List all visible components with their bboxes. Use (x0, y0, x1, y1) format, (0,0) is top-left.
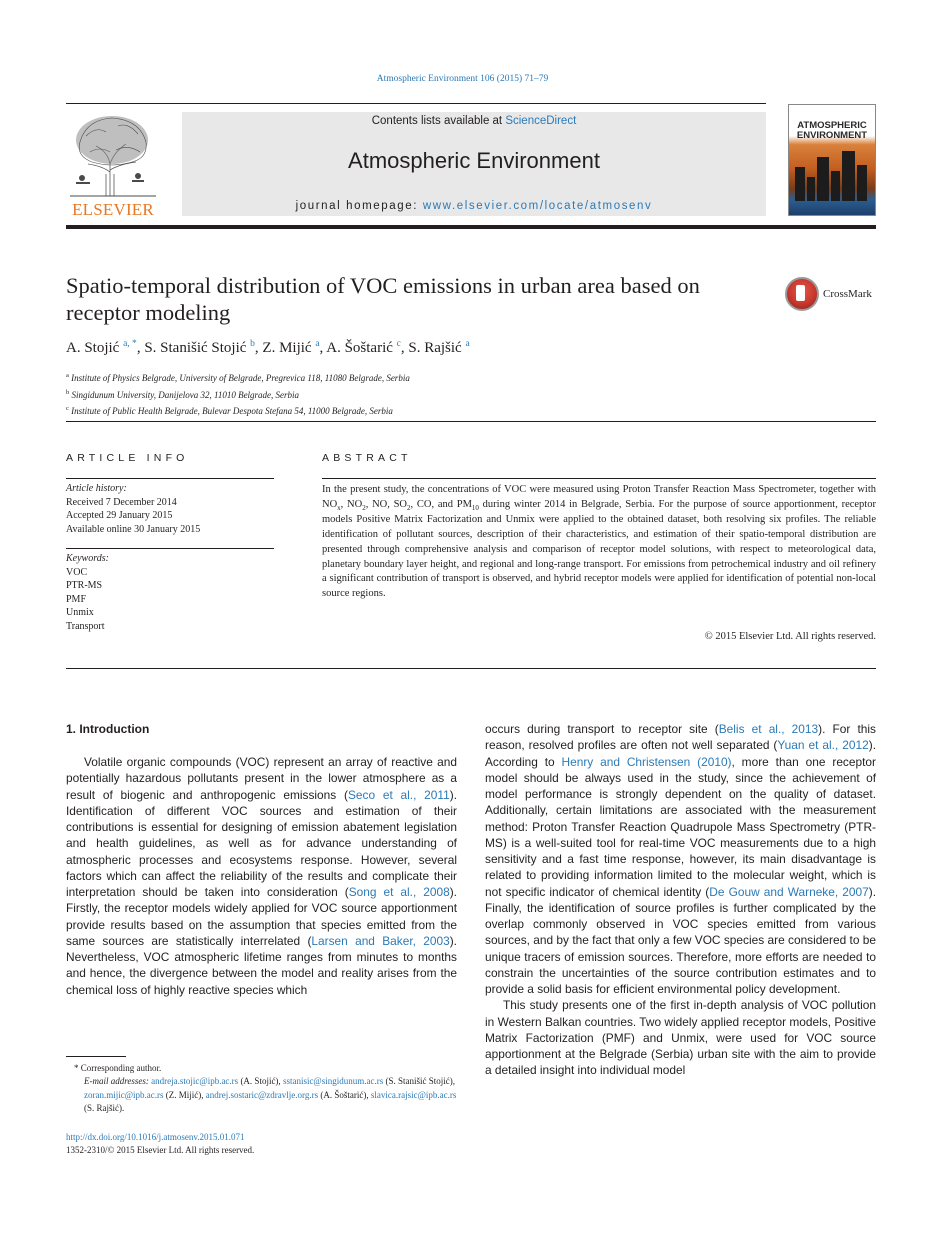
keyword-item: VOC (66, 566, 88, 578)
journal-reference[interactable]: Atmospheric Environment 106 (2015) 71–79 (376, 74, 549, 84)
author-affil-sup[interactable]: a (315, 339, 320, 349)
abstract-fragment: during winter 2014 in Belgrade, Serbia. For the purpose of source apportionment, receptor models Positive Matrix Factorization and Unmix were applied to the obtained dataset, both resolving six profiles. The reliable identification of pollutant sources, description of their characteristics, and estimation of their spatio-temporal distribution are presented through comprehensive analysis and comparison of receptor model solutions, with respect to meteorological data, planetary boundary layer height, and regional and long-range transport. For emissions from petrochemical industry and oil refinery a significant contribution of transport is observed, and hybrid receptor models were applied for identification of potential non-local source regions. (322, 498, 876, 600)
article-info-heading: ARTICLE INFO (66, 452, 189, 464)
elsevier-logo (66, 112, 160, 218)
author-name[interactable]: Z. Mijić (262, 340, 312, 356)
abstract-heading: ABSTRACT (322, 452, 412, 464)
affiliations (66, 369, 766, 419)
journal-name: Atmospheric Environment (348, 148, 600, 173)
email-owner: (A. Stojić), (238, 1076, 283, 1087)
abstract-text (322, 483, 876, 602)
header-thick-rule (66, 225, 876, 229)
abstract-bottom-rule (66, 668, 876, 669)
citation-link[interactable]: Henry and Christensen (2010) (561, 754, 732, 769)
citation-link[interactable]: Song et al., 2008 (348, 885, 450, 899)
affiliation-item (66, 402, 766, 419)
affiliation-sup: c (66, 405, 69, 412)
keyword-item: Transport (66, 620, 105, 632)
footnote-marker: * (74, 1063, 79, 1073)
history-label: Article history: (66, 483, 127, 494)
homepage-prefix: journal homepage: (295, 200, 423, 212)
body-text: , more than one receptor model should be always used in the study, since the achievement of model performance is strongly dependent on the quality of dataset. Additionally, certain limitations are associated with the measurement method: Proton Transfer Reaction Quadrupole Mass Spectrometry (PTR-MS) is a well-suited tool for real-time VOC measurements due to a high sensitivity and a fast time response, however, its main disadvantage is related to providing information limited to the molecular weight, which is not specific indicator of chemical identity ( (485, 754, 876, 899)
email-owner: (A. Šoštarić), (318, 1089, 371, 1100)
article-info-rule (66, 478, 274, 479)
author-name[interactable]: A. Stojić (66, 340, 120, 356)
affiliation-sup: b (66, 388, 70, 396)
body-paragraph (485, 721, 876, 997)
abstract-subscript: x (337, 504, 341, 512)
body-paragraph: This study presents one of the first in-depth analysis of VOC pollution in Western Balkan countries. Two widely applied receptor models, Positive Matrix Factorization (PMF) and Unmix, were used for VOC source apportionment at the Belgrade (Serbia) urban site with the aim to provide a detailed insight into individual model (485, 998, 876, 1078)
body-text: ). Firstly, the receptor models widely applied for VOC source apportionment provide results based on the assumption that species emitted from the same sources are statistically interrelated ( (66, 885, 457, 948)
email-owner: (Z. Mijić), (163, 1089, 206, 1100)
affiliation-text: Singidunum University, Danijelova 32, 11010 Belgrade, Serbia (71, 389, 300, 400)
keywords (66, 552, 274, 633)
email-line (66, 1075, 457, 1115)
email-owner: (S. Rajšić). (84, 1103, 125, 1114)
elsevier-wordmark: ELSEVIER (72, 200, 154, 219)
cover-building (817, 157, 829, 201)
history-item: Received 7 December 2014 (66, 496, 177, 508)
email-label: E-mail addresses: (84, 1076, 152, 1087)
abstract-copyright: © 2015 Elsevier Ltd. All rights reserved. (704, 631, 876, 642)
footnote-text: Corresponding author. (80, 1063, 162, 1073)
footnote-rule (66, 1056, 126, 1057)
body-text: Volatile organic compounds (VOC) represent an array of reactive and potentially hazardous pollutants present in the lower atmosphere as a result of biogenic and anthropogenic emissions ( (66, 755, 457, 802)
abstract-rule (322, 478, 876, 479)
abstract-fragment: , NO, SO (365, 498, 408, 510)
sciencedirect-link[interactable]: ScienceDirect (505, 115, 577, 127)
affiliation-sup: a (66, 372, 69, 379)
journal-cover[interactable] (788, 104, 876, 216)
crossmark-label: CrossMark (823, 288, 872, 300)
author-name[interactable]: S. Stanišić Stojić (144, 340, 247, 356)
history-item: Available online 30 January 2015 (66, 523, 201, 535)
email-link[interactable]: zoran.mijic@ipb.ac.rs (84, 1089, 164, 1100)
body-paragraph (66, 754, 457, 998)
cover-building (842, 151, 855, 201)
citation-link[interactable]: Belis et al., 2013 (718, 722, 819, 736)
abstract-fragment: , CO, and PM (410, 498, 472, 510)
abstract-fragment: In the present study, the concentrations of VOC were measured using Proton Transfer Reaction Mass Spectrometer, together with NO (322, 484, 876, 510)
cover-title-line-1: ATMOSPHERIC (797, 120, 867, 131)
body-column-right (485, 721, 876, 1079)
keywords-label: Keywords: (66, 553, 109, 564)
abstract-subscript: 10 (471, 504, 479, 512)
article-history (66, 482, 274, 536)
affiliation-item (66, 386, 766, 403)
issn-line: 1352-2310/© 2015 Elsevier Ltd. All rights reserved. (66, 1145, 255, 1155)
email-owner: (S. Stanišić Stojić), (383, 1076, 455, 1087)
doi-link[interactable]: http://dx.doi.org/10.1016/j.atmosenv.2015.01.071 (66, 1132, 245, 1142)
homepage-link[interactable]: www.elsevier.com/locate/atmosenv (422, 200, 653, 212)
crossmark-bookmark-icon (796, 285, 805, 301)
email-link[interactable]: slavica.rajsic@ipb.ac.rs (370, 1089, 457, 1100)
body-text: occurs during transport to receptor site ( (485, 722, 719, 736)
citation-link[interactable]: De Gouw and Warneke, 2007 (709, 884, 869, 899)
keyword-item: PMF (66, 593, 87, 605)
author-name[interactable]: A. Šoštarić (326, 340, 393, 356)
affiliation-item (66, 369, 766, 386)
affiliation-text: Institute of Physics Belgrade, University of Belgrade, Pregrevica 118, 11080 Belgrade, Serbia (71, 373, 410, 383)
keyword-item: PTR-MS (66, 580, 103, 591)
email-link[interactable]: andrej.sostaric@zdravlje.org.rs (205, 1089, 319, 1100)
section-rule (66, 421, 876, 422)
tree-icon (66, 112, 160, 198)
keyword-item: Unmix (66, 607, 94, 618)
abstract-subscript: 2 (407, 504, 411, 512)
contents-prefix: Contents lists available at (371, 115, 506, 127)
cover-building (831, 171, 840, 201)
corresponding-author-note (66, 1062, 457, 1075)
email-link[interactable]: sstanisic@singidunum.ac.rs (282, 1076, 384, 1087)
cover-building (807, 177, 815, 201)
citation-link[interactable]: Seco et al., 2011 (347, 787, 450, 802)
body-text: ). Finally, the identification of source profiles is further complicated by the overlap commonly observed in VOC species emitted from various sources, and by the fact that only a few VOC species are considered to be unique tracers of emission sources. Therefore, more efforts are needed to constrain the uncertainties of the source contribution estimates and to provide a solid basis for efficient environmental policy development. (485, 884, 876, 996)
journal-banner (182, 112, 766, 216)
email-link[interactable]: andreja.stojic@ipb.ac.rs (151, 1076, 239, 1087)
crossmark-badge[interactable] (785, 277, 877, 313)
author-affil-sup[interactable]: a, * (123, 339, 137, 349)
author-affil-sup[interactable]: c (396, 339, 401, 349)
contents-line (182, 115, 766, 127)
body-text: ). For this reason, resolved profiles are often not well separated ( (485, 722, 876, 753)
citation-link[interactable]: Yuan et al., 2012 (777, 738, 869, 753)
author-list: A. Stojić $^{a, *}$, S. Stanišić Stojić $^b$, Z. Mijić $^a$, A. Šoštarić $^c$, S. Rajšić $^a$ (66, 339, 470, 356)
cover-title (789, 121, 875, 141)
cover-title-line-2: ENVIRONMENT (796, 130, 868, 141)
abstract-subscript: 2 (362, 504, 366, 512)
author-affil-sup[interactable]: b (250, 339, 255, 349)
history-item: Accepted 29 January 2015 (66, 510, 173, 521)
cover-building (795, 167, 805, 201)
affiliation-text: Institute of Public Health Belgrade, Bulevar Despota Stefana 54, 11000 Belgrade, Serbia (71, 406, 393, 416)
body-text: ). Nevertheless, VOC atmospheric lifetime ranges from minutes to months and hence, the divergence between the model and reality arises from the chemical loss of highly reactive species which (66, 933, 457, 997)
body-text: ). According to (485, 738, 876, 769)
abstract-fragment: , NO (340, 498, 363, 510)
citation-link[interactable]: Larsen and Baker, 2003 (311, 933, 450, 948)
author-name[interactable]: S. Rajšić (408, 340, 462, 356)
body-column-left (66, 754, 457, 998)
cover-building (857, 165, 867, 201)
keywords-rule (66, 548, 274, 549)
author-affil-sup[interactable]: a (465, 339, 470, 349)
footnote (66, 1062, 457, 1116)
homepage-line (182, 200, 766, 212)
section-heading-introduction: 1. Introduction (66, 722, 150, 736)
article-title: Spatio-temporal distribution of VOC emissions in urban area based on receptor modeling (66, 273, 700, 325)
header-rule (66, 103, 766, 104)
body-text: ). Identification of different VOC sources and estimation of their contributions is essential for designing of emission abatement legislation and health guidelines, as well as for advance understanding of atmospheric processes and ecosystems response. However, several factors which can affect the reliability of the results and complicate their interpretation should be taken into consideration ( (66, 787, 457, 899)
